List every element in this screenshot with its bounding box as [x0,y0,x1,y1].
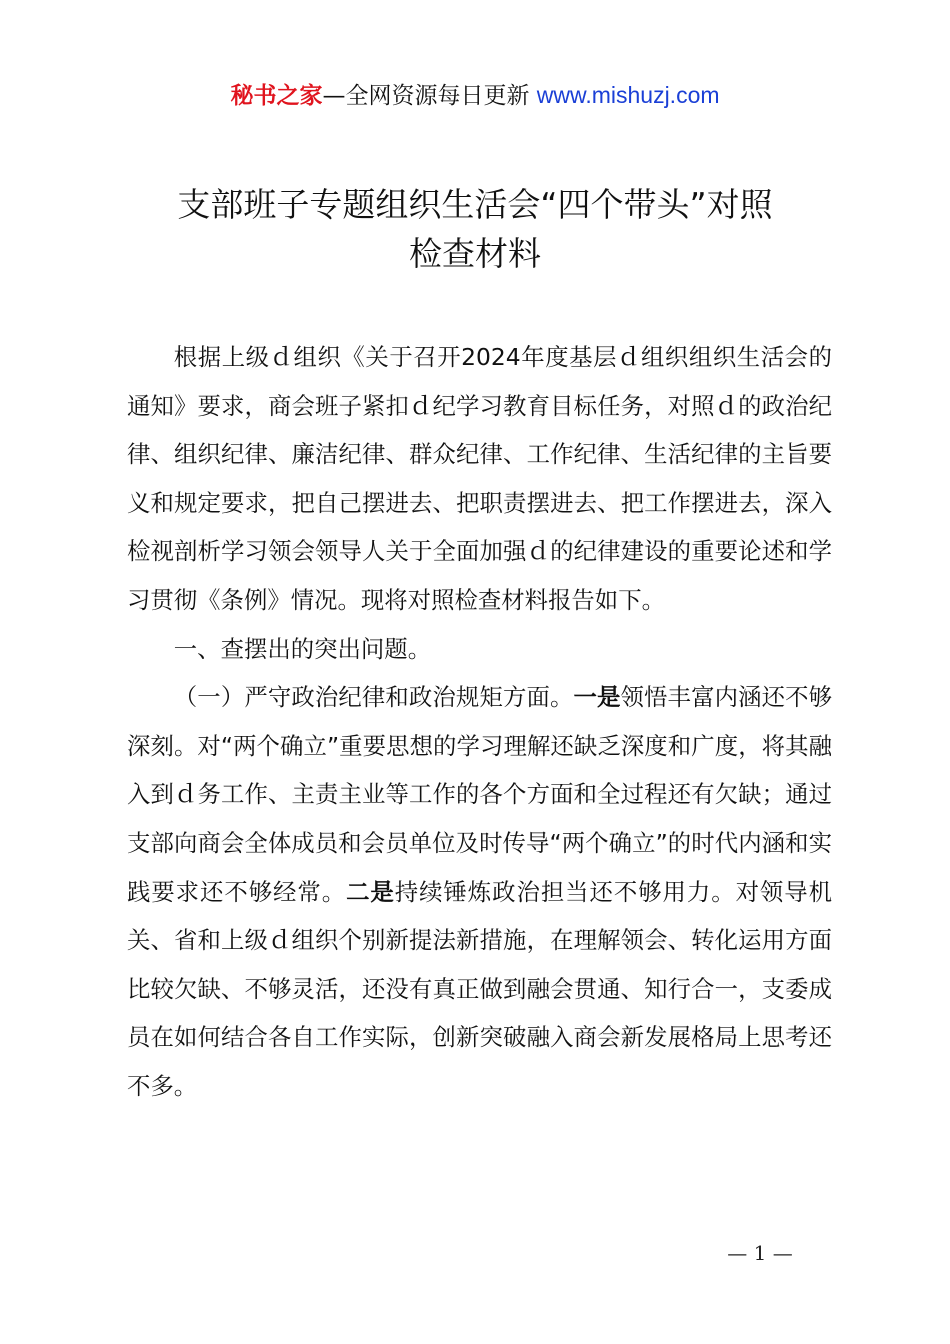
subsection-heading: （一）严守政治纪律和政治规矩方面。 [173,683,574,712]
site-tagline: —全网资源每日更新 [322,83,537,109]
point-2-label: 二是 [346,877,395,906]
document-title-line-2: 检查材料 [409,234,541,273]
point-1-text: 领悟丰富内涵还不够深刻。对“两个确立”重要思想的学习理解还缺乏深度和广度，将其融入到ｄ务工作、主责主业等工作的各个方面和全过程还有欠缺；通过支部向商会全体成员和会员单位及时传导“两个确立”的时代内涵和实践要求还不够经常。 [127,683,833,906]
page-number: — 1 — [727,1241,793,1265]
site-name: 秘书之家 [230,83,323,109]
document-title [120,180,830,278]
intro-paragraph: 根据上级ｄ组织《关于召开2024年度基层ｄ组织组织生活会的通知》要求，商会班子紧扣ｄ纪学习教育目标任务，对照ｄ的政治纪律、组织纪律、廉洁纪律、群众纪律、工作纪律、生活纪律的主旨要义和规定要求，把自己摆进去、把职责摆进去、把工作摆进去，深入检视剖析学习领会领导人关于全面加强ｄ的纪律建设的重要论述和学习贯彻《条例》情况。现将对照检查材料报告如下。 [127,343,832,614]
site-url-link[interactable]: www.mishuzj.com [536,82,720,108]
document-body [127,333,832,1111]
section-heading-1: 一、查摆出的突出问题。 [173,634,432,663]
document-title-line-1: 支部班子专题组织生活会“四个带头”对照 [177,185,773,224]
point-2-text: 持续锤炼政治担当还不够用力。对领导机关、省和上级ｄ组织个别新提法新措施，在理解领会、转化运用方面比较欠缺、不够灵活，还没有真正做到融会贯通、知行合一，支委成员在如何结合各自工作实际，创新突破融入商会新发展格局上思考还不多。 [127,877,833,1100]
point-1-label: 一是 [573,683,621,712]
site-header [0,78,950,113]
political-discipline-paragraph [127,673,832,1110]
